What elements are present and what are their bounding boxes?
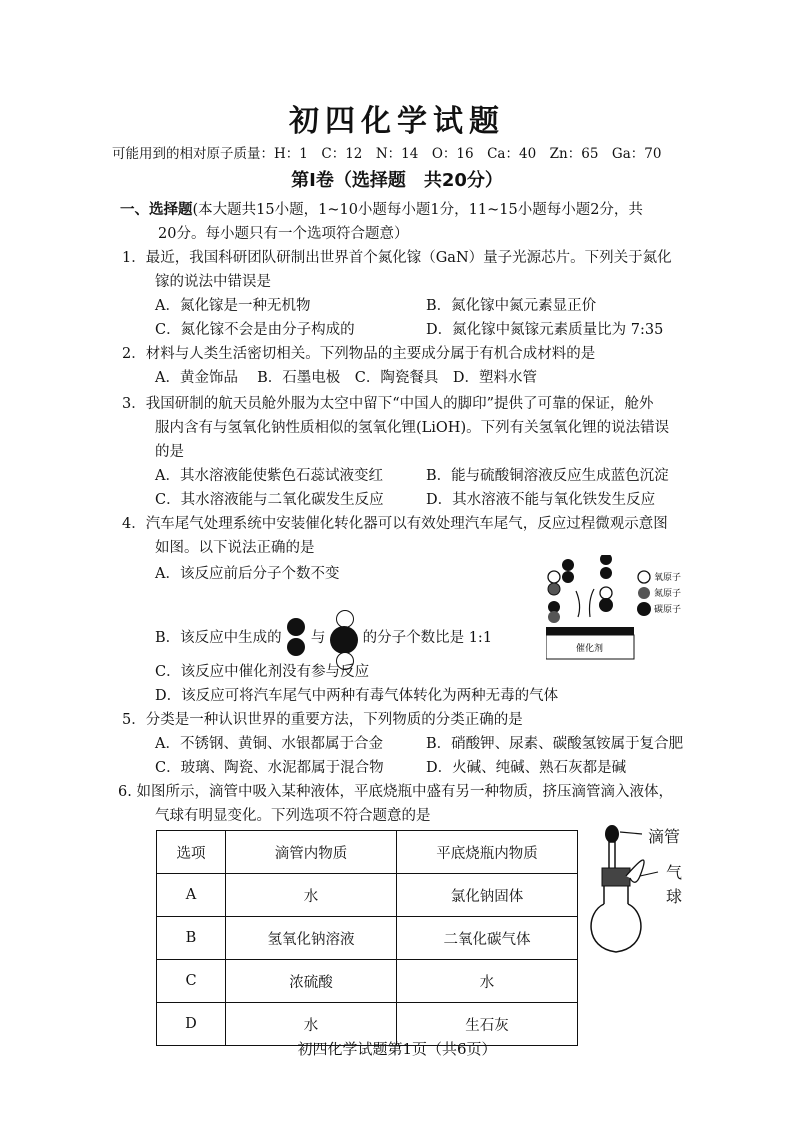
table-cell: C [157,960,226,1003]
part1-heading: 一、选择题 [120,201,193,218]
table-cell: 水 [226,1003,397,1046]
table-row [157,960,578,1003]
part1-heading-line1 [120,198,643,222]
q3-option-a: A．其水溶液能使紫色石蕊试液变红 [155,468,383,484]
q5-stem: 5．分类是一种认识世界的重要方法，下列物质的分类正确的是 [122,712,523,728]
atomic-masses: 可能用到的相对原子质量：H：1 C：12 N：14 O：16 Ca：40 Zn：65 Ga：70 [112,146,662,162]
page-title: 初四化学试题 [289,104,505,139]
q4-option-c: C．该反应中催化剂没有参与反应 [155,664,370,680]
table-cell: 水 [397,960,578,1003]
label-dropper: 滴管 [648,827,681,846]
table-header: 滴管内物质 [226,831,397,874]
q4-option-b-pre: B．该反应中生成的 [155,630,282,646]
label-balloon-2: 球 [666,887,683,906]
table-cell: A [157,874,226,917]
q3-stem-end: 的是 [155,444,184,460]
q1-option-b: B．氮化镓中氮元素显正价 [426,298,597,314]
q5-option-a: A．不锈钢、黄铜、水银都属于合金 [155,736,383,752]
q4-option-b-mid: 与 [310,630,326,646]
q1-option-a: A．氮化镓是一种无机物 [155,298,311,314]
options-table [156,830,578,1046]
q4-stem: 4．汽车尾气处理系统中安装催化转化器可以有效处理汽车尾气，反应过程微观示意图 [122,516,668,532]
q3-stem: 3．我国研制的航天员舱外服为太空中留下“中国人的脚印”提供了可靠的保证，舱外 [122,396,654,412]
table-cell: 二氧化碳气体 [397,917,578,960]
q4-option-a: A．该反应前后分子个数不变 [155,566,340,582]
part1-heading-rest: (本大题共15小题，1~10小题每小题1分，11~15小题每小题2分，共 [192,202,643,218]
table-cell: 水 [226,874,397,917]
legend-carbon: 碳原子 [654,605,682,615]
q4-option-b-post: 的分子个数比是 1:1 [362,630,493,646]
catalyst-label: 催化剂 [576,644,604,654]
q3-option-d: D．其水溶液不能与氧化铁发生反应 [426,492,656,508]
q6-stem-cont: 气球有明显变化。下列选项不符合题意的是 [155,808,431,824]
table-cell: 生石灰 [397,1003,578,1046]
q5-option-c: C．玻璃、陶瓷、水泥都属于混合物 [155,760,384,776]
part1-heading-line2: 20分。每小题只有一个选项符合题意） [158,226,409,242]
table-header-row [157,831,578,874]
q4-option-b [155,610,492,666]
q3-option-c: C．其水溶液能与二氧化碳发生反应 [155,492,384,508]
section-title: 第Ⅰ卷（选择题 共20分） [291,170,503,191]
flask-diagram [582,820,692,960]
q4-stem-cont: 如图。以下说法正确的是 [155,540,315,556]
table-cell: D [157,1003,226,1046]
q1-option-c: C．氮化镓不会是由分子构成的 [155,322,355,338]
reaction-diagram [546,555,696,665]
q1-stem-cont: 镓的说法中错误是 [155,274,271,290]
table-cell: 氯化钠固体 [397,874,578,917]
page-footer: 初四化学试题第1页（共6页） [297,1040,497,1058]
reaction-diagram-svg [546,555,696,665]
q6-stem: 6. 如图所示，滴管中吸入某种液体，平底烧瓶中盛有另一种物质，挤压滴管滴入液体， [118,784,673,800]
q1-option-d: D．氮化镓中氮镓元素质量比为 7:35 [426,322,664,338]
q5-option-b: B．硝酸钾、尿素、碳酸氢铵属于复合肥 [426,736,684,752]
molecule-co2-icon [286,618,306,658]
table-cell: 氢氧化钠溶液 [226,917,397,960]
q4-option-d: D．该反应可将汽车尾气中两种有毒气体转化为两种无毒的气体 [155,688,559,704]
table-header: 平底烧瓶内物质 [397,831,578,874]
molecule-n2-icon [330,610,358,666]
q2-options: A．黄金饰品 B．石墨电极 C．陶瓷餐具 D．塑料水管 [155,370,537,386]
q2-stem: 2．材料与人类生活密切相关。下列物品的主要成分属于有机合成材料的是 [122,346,596,362]
table-cell: 浓硫酸 [226,960,397,1003]
table-header: 选项 [157,831,226,874]
q3-option-b: B．能与硫酸铜溶液反应生成蓝色沉淀 [426,468,669,484]
label-balloon-1: 气 [666,863,683,882]
legend-nitrogen: 氮原子 [654,589,682,599]
q1-stem: 1．最近，我国科研团队研制出世界首个氮化镓（GaN）量子光源芯片。下列关于氮化 [122,250,672,266]
table-row [157,917,578,960]
legend-oxygen: 氧原子 [654,573,682,583]
table-row [157,874,578,917]
table-cell: B [157,917,226,960]
q5-option-d: D．火碱、纯碱、熟石灰都是碱 [426,760,627,776]
q3-stem-cont: 服内含有与氢氧化钠性质相似的氢氧化锂(LiOH)。下列有关氢氧化锂的说法错误 [155,420,670,436]
